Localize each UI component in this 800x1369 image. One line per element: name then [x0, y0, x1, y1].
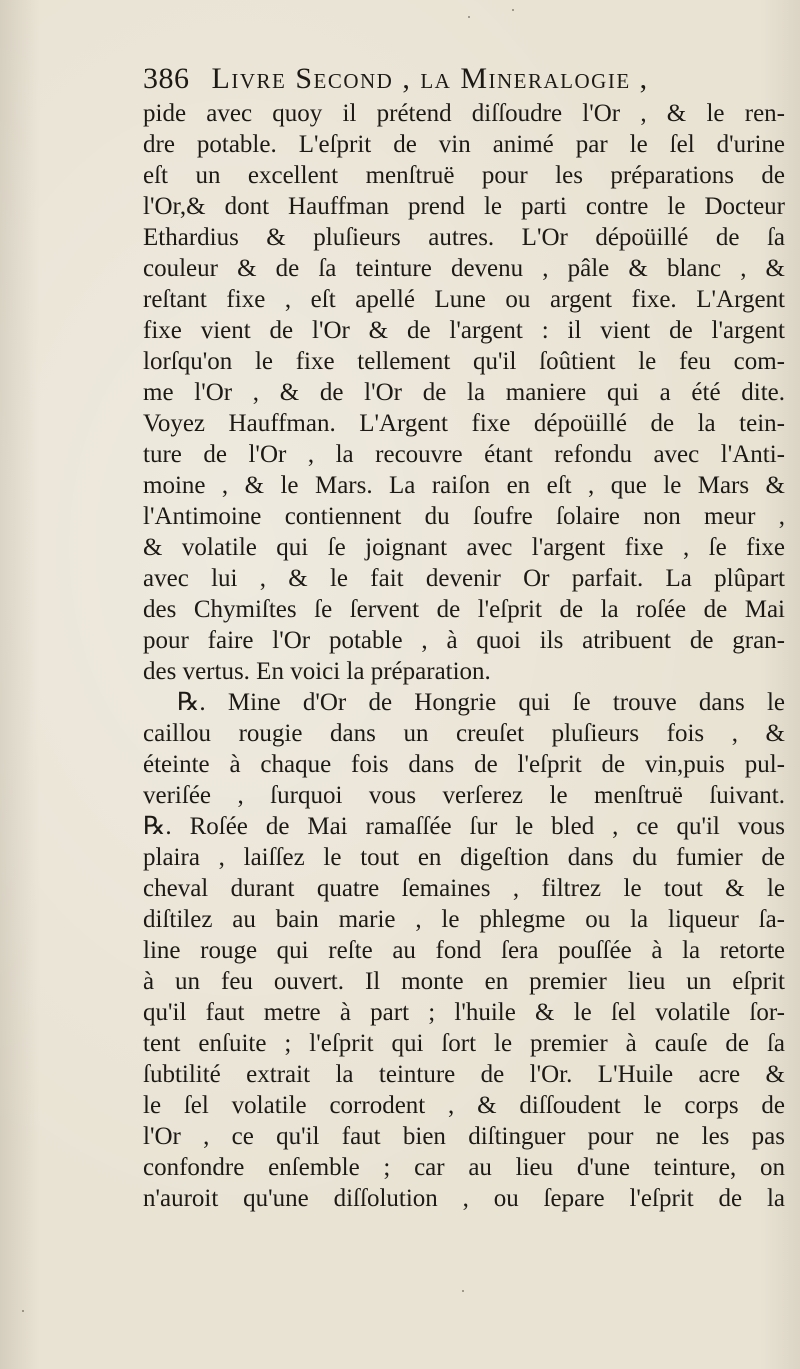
- text-line: couleur & de ſa teinture devenu , pâle & blanc , &: [143, 255, 785, 282]
- text-line: Voyez Hauffman. L'Argent fixe dépoüillé de la tein-: [143, 410, 785, 437]
- text-line: fixe vient de l'Or & de l'argent : il vient de l'argent: [143, 317, 785, 344]
- running-header: [143, 62, 783, 102]
- text-line: eſt un excellent menſtruë pour les préparations de: [143, 162, 785, 189]
- text-line: diſtilez au bain marie , le phlegme ou la liqueur ſa-: [143, 906, 785, 933]
- recipe-line: ℞. Roſée de Mai ramaſſée ſur le bled , ce qu'il vous: [143, 813, 785, 840]
- text-line: plaira , laiſſez le tout en digeſtion dans du fumier de: [143, 844, 785, 871]
- text-line: l'Or,& dont Hauffman prend le parti contre le Docteur: [143, 193, 785, 220]
- text-line: ture de l'Or , la recouvre étant refondu avec l'Anti-: [143, 441, 785, 468]
- running-title: Livre Second , la Mineralogie ,: [211, 62, 649, 95]
- paper-speck: [512, 9, 514, 11]
- text-line: tent enſuite ; l'eſprit qui ſort le premier à cauſe de ſa: [143, 1030, 785, 1057]
- text-line: pide avec quoy il prétend diſſoudre l'Or , & le ren-: [143, 100, 785, 127]
- text-line: l'Antimoine contiennent du ſoufre ſolaire non meur ,: [143, 503, 785, 530]
- text-line: reſtant fixe , eſt apellé Lune ou argent fixe. L'Argent: [143, 286, 785, 313]
- page-number: 386: [143, 62, 190, 95]
- text-line: l'Or , ce qu'il faut bien diſtinguer pour ne les pas: [143, 1123, 785, 1150]
- text-line: lorſqu'on le fixe tellement qu'il ſoûtient le feu com-: [143, 348, 785, 375]
- text-line: éteinte à chaque fois dans de l'eſprit de vin,puis pul-: [143, 751, 785, 778]
- text-line: des vertus. En voici la préparation.: [143, 658, 491, 685]
- text-line: caillou rougie dans un creuſet pluſieurs fois , &: [143, 720, 785, 747]
- paper-speck: [468, 16, 470, 18]
- text-line: moine , & le Mars. La raiſon en eſt , que le Mars &: [143, 472, 785, 499]
- text-line: me l'Or , & de l'Or de la maniere qui a été dite.: [143, 379, 785, 406]
- recipe-line: ℞. Mine d'Or de Hongrie qui ſe trouve dans le: [177, 689, 785, 716]
- text-line: cheval durant quatre ſemaines , filtrez le tout & le: [143, 875, 785, 902]
- text-line: Ethardius & pluſieurs autres. L'Or dépoüillé de ſa: [143, 224, 785, 251]
- paper-speck: [22, 1310, 24, 1312]
- text-line: line rouge qui reſte au fond ſera pouſſée à la retorte: [143, 937, 785, 964]
- text-line: n'auroit qu'une diſſolution , ou ſepare l'eſprit de la: [143, 1185, 785, 1212]
- body-text: [143, 98, 785, 1214]
- text-line: ſubtilité extrait la teinture de l'Or. L'Huile acre &: [143, 1061, 785, 1088]
- text-line: à un feu ouvert. Il monte en premier lieu un eſprit: [143, 968, 785, 995]
- text-line: veriſée , ſurquoi vous verſerez le menſtruë ſuivant.: [143, 782, 785, 809]
- paper-speck: [462, 1290, 464, 1292]
- text-line: & volatile qui ſe joignant avec l'argent fixe , ſe fixe: [143, 534, 785, 561]
- text-line: pour faire l'Or potable , à quoi ils atribuent de gran-: [143, 627, 785, 654]
- text-line: avec lui , & le fait devenir Or parfait. La plûpart: [143, 565, 785, 592]
- text-line: qu'il faut metre à part ; l'huile & le ſel volatile ſor-: [143, 999, 785, 1026]
- text-line: des Chymiſtes ſe ſervent de l'eſprit de la roſée de Mai: [143, 596, 785, 623]
- text-line: le ſel volatile corrodent , & diſſoudent le corps de: [143, 1092, 785, 1119]
- text-line: confondre enſemble ; car au lieu d'une teinture, on: [143, 1154, 785, 1181]
- text-line: dre potable. L'eſprit de vin animé par le ſel d'urine: [143, 131, 785, 158]
